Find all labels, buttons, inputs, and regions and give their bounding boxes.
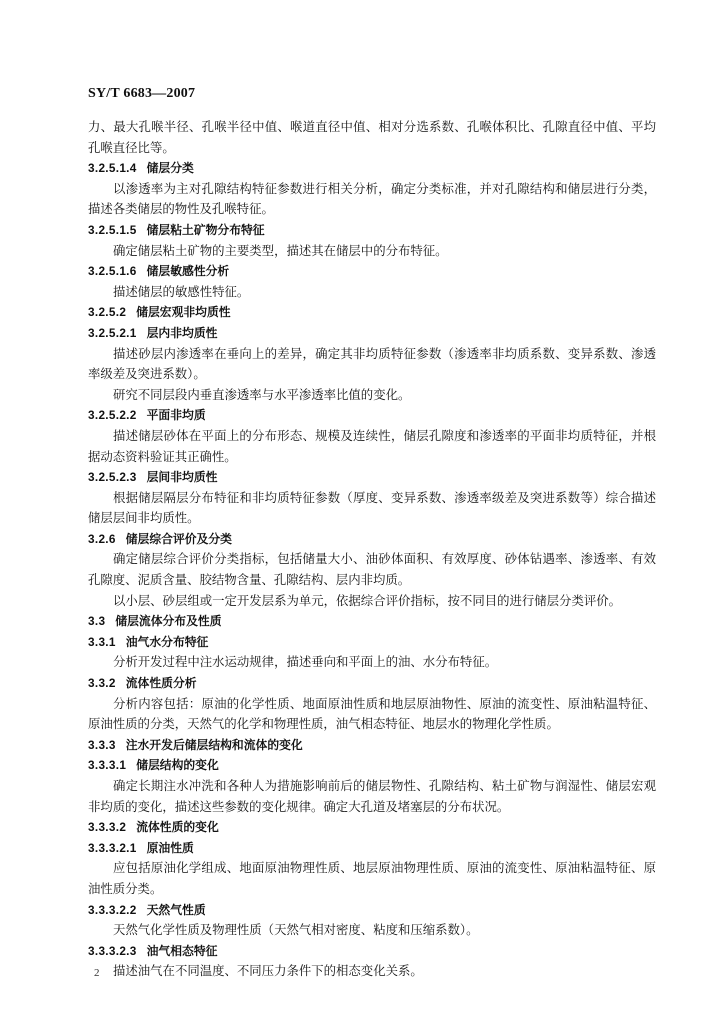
section-title: 储层分类 (146, 161, 194, 176)
page-number: 2 (94, 967, 100, 979)
section-heading (88, 941, 656, 962)
section-title: 储层宏观非均质性 (136, 305, 231, 320)
section-title: 流体性质分析 (125, 676, 197, 691)
section-heading (88, 158, 656, 179)
section-title: 储层综合评价及分类 (125, 531, 232, 546)
section-number: 3.2.5.2.2 (88, 408, 137, 423)
section-heading (88, 220, 656, 241)
section-heading (88, 611, 656, 632)
section-number: 3.2.5.2 (88, 305, 127, 320)
paragraph: 描述砂层内渗透率在垂向上的差异，确定其非均质特征参数（渗透率非均质系数、变异系数、渗透率级差及突进系数）。 (88, 345, 656, 382)
section-heading (88, 735, 656, 756)
paragraph: 确定长期注水冲洗和各种人为措施影响前后的储层物性、孔隙结构、粘土矿物与润湿性、储层宏观非均质的变化，描述这些参数的变化规律。确定大孔道及堵塞层的分布状况。 (88, 778, 656, 814)
section-heading (88, 838, 656, 859)
section-number: 3.3.2 (88, 676, 116, 691)
paragraph: 分析开发过程中注水运动规律，描述垂向和平面上的油、水分布特征。 (113, 654, 498, 670)
section-title: 注水开发后储层结构和流体的变化 (125, 737, 303, 752)
section-title: 油气水分布特征 (125, 634, 209, 649)
paragraph: 描述储层的敏感性特征。 (113, 283, 250, 299)
paragraph: 以小层、砂层组或一定开发层系为单元，依据综合评价指标，按不同目的进行储层分类评价。 (113, 592, 622, 608)
section-heading (88, 467, 656, 488)
section-number: 3.2.5.2.1 (88, 325, 137, 340)
paragraph: 以渗透率为主对孔隙结构特征参数进行相关分析，确定分类标准，并对孔隙结构和储层进行分类，描述各类储层的物性及孔喉特征。 (88, 180, 656, 217)
section-heading (88, 302, 656, 323)
section-number: 3.2.5.2.3 (88, 470, 137, 485)
section-number: 3.3.3.2.3 (88, 943, 137, 958)
paragraph: 根据储层隔层分布特征和非均质特征参数（厚度、变异系数、渗透率级差及突进系数等）综合描述储层层间非均质性。 (88, 489, 656, 526)
section-heading (88, 755, 656, 776)
paragraph: 天然气化学性质及物理性质（天然气相对密度、粘度和压缩系数）。 (113, 922, 479, 938)
section-number: 3.2.6 (88, 531, 116, 546)
paragraph: 描述油气在不同温度、不同压力条件下的相态变化关系。 (113, 963, 423, 979)
section-number: 3.3.3 (88, 737, 116, 752)
section-heading (88, 817, 656, 838)
section-title: 层内非均质性 (146, 325, 218, 340)
paragraph: 研究不同层段内垂直渗透率与水平渗透率比值的变化。 (113, 386, 411, 402)
section-title: 流体性质的变化 (136, 820, 219, 835)
section-heading (88, 323, 656, 344)
section-number: 3.3.3.2 (88, 820, 127, 835)
section-title: 储层结构的变化 (136, 758, 219, 773)
section-number: 3.3 (88, 614, 106, 629)
section-title: 储层粘土矿物分布特征 (146, 222, 265, 237)
section-number: 3.3.3.2.1 (88, 840, 137, 855)
section-number: 3.2.5.1.6 (88, 264, 137, 279)
section-heading (88, 673, 656, 694)
section-title: 原油性质 (146, 840, 194, 855)
section-title: 储层敏感性分析 (146, 264, 230, 279)
section-title: 平面非均质 (146, 408, 206, 423)
paragraph: 描述储层砂体在平面上的分布形态、规模及连续性，储层孔隙度和渗透率的平面非均质特征，并根据动态资料验证其正确性。 (88, 427, 656, 464)
section-title: 油气相态特征 (146, 943, 218, 958)
paragraph: 确定储层综合评价分类指标，包括储量大小、油砂体面积、有效厚度、砂体钻遇率、渗透率、有效孔隙度、泥质含量、胶结物含量、孔隙结构、层内非均质。 (88, 551, 656, 588)
section-number: 3.3.3.2.2 (88, 902, 137, 917)
section-number: 3.2.5.1.5 (88, 222, 137, 237)
document-body (88, 117, 656, 982)
section-title: 储层流体分布及性质 (115, 614, 222, 629)
paragraph: 分析内容包括：原油的化学性质、地面原油性质和地层原油物性、原油的流变性、原油粘温特征、原油性质的分类，天然气的化学和物理性质，油气相态特征、地层水的物理化学性质。 (88, 695, 656, 732)
section-heading (88, 405, 656, 426)
section-number: 3.2.5.1.4 (88, 161, 137, 176)
section-title: 天然气性质 (146, 902, 206, 917)
paragraph: 确定储层粘土矿物的主要类型，描述其在储层中的分布特征。 (113, 242, 448, 258)
paragraph: 应包括原油化学组成、地面原油物理性质、地层原油物理性质、原油的流变性、原油粘温特征、原油性质分类。 (88, 860, 656, 896)
section-title: 层间非均质性 (146, 470, 218, 485)
section-heading (88, 900, 656, 921)
section-heading (88, 261, 656, 282)
section-number: 3.3.1 (88, 634, 116, 649)
continued-paragraph: 力、最大孔喉半径、孔喉半径中值、喉道直径中值、相对分选系数、孔喉体积比、孔隙直径中值、平均孔喉直径比等。 (88, 119, 656, 155)
standard-code-header: SY/T 6683—2007 (88, 86, 196, 101)
section-heading (88, 529, 656, 550)
section-number: 3.3.3.1 (88, 758, 127, 773)
section-heading (88, 632, 656, 653)
